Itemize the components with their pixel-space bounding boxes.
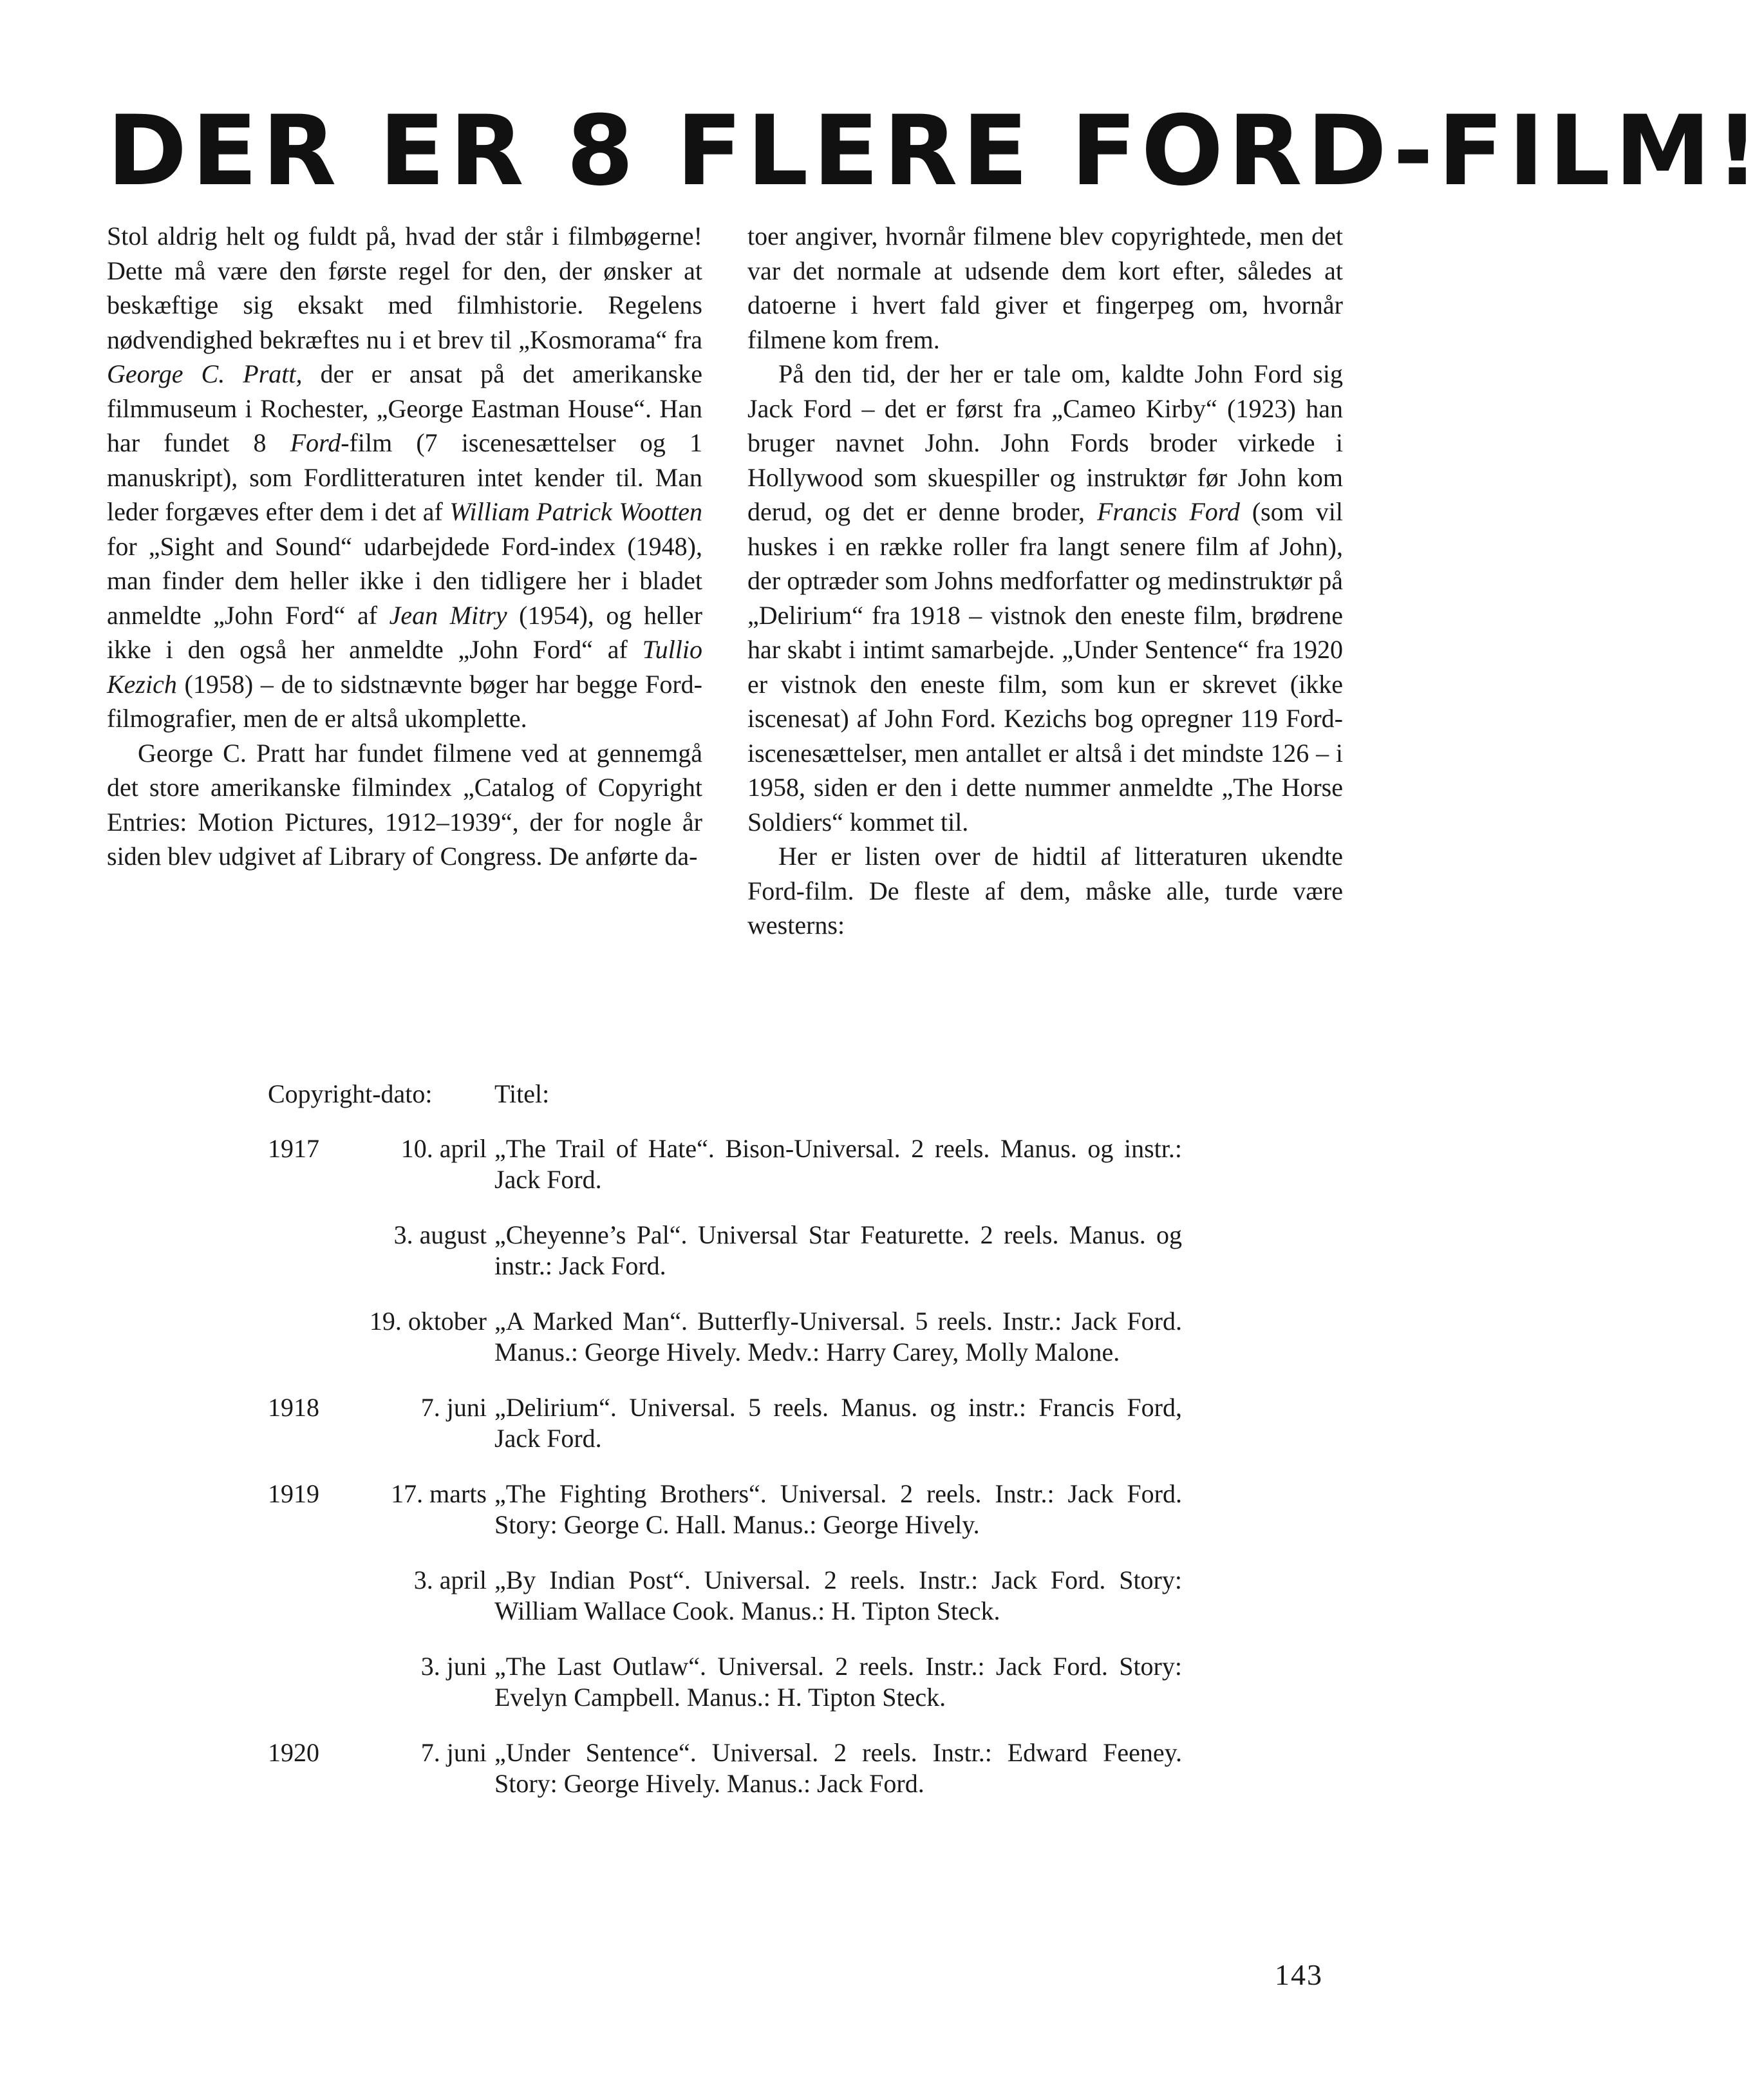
table-header [268,1079,1182,1110]
right-column [747,219,1343,943]
row-text: „The Trail of Hate“. Bison-Universal. 2 reels. Manus. og instr.: Jack Ford. [494,1134,1182,1194]
name-italic: William Patrick Wootten [449,497,702,526]
name-italic: Ford [290,428,341,457]
row-year [268,1220,339,1281]
row-text: „Delirium“. Universal. 5 reels. Manus. og instr.: Francis Ford, Jack Ford. [494,1393,1182,1453]
article-title: DER ER 8 FLERE FORD-FILM! [107,95,1764,207]
row-year: 1920 [268,1738,319,1767]
header-date: Copyright-dato: [268,1079,433,1108]
header-title: Titel: [494,1079,550,1108]
row-date: 7. juni [420,1738,487,1767]
row-text: „The Fighting Brothers“. Universal. 2 reels. Instr.: Jack Ford. Story: George C. Hall. Manus.: George Hively. [494,1479,1182,1539]
table-row [268,1220,1182,1281]
filmography-table [268,1079,1182,1824]
row-year: 1919 [268,1479,319,1508]
name-italic: Francis Ford [1096,497,1240,526]
row-text: „Cheyenne’s Pal“. Universal Star Featurette. 2 reels. Manus. og instr.: Jack Ford. [494,1220,1182,1280]
table-row [268,1479,1182,1540]
paragraph-pratt: George C. Pratt har fundet filmene ved at gennemgå det store amerikanske filmindex „Catalog of Copyright Entries: Motion Pictures, 1912–1939“, der for nogle år siden blev udgivet af Library of Congress. De anførte da- [107,738,702,871]
row-date: 19. oktober [369,1307,487,1336]
table-row [268,1737,1182,1799]
text-run: På den tid, der her er tale om, kaldte John Ford sig Jack Ford – det er først fra „Cameo Kirby“ (1923) han bruger navnet John. John Fords broder virkede i Hollywood som skuespiller og instruktør før John kom derud, og det er denne broder, [747,359,1343,526]
table-row [268,1133,1182,1195]
name-italic: George C. Pratt, [107,359,303,388]
text-run: der er ansat på det amerikanske filmmuseum i Rochester, „George Eastman House“. Han har fundet 8 [107,359,702,457]
row-text: „By Indian Post“. Universal. 2 reels. Instr.: Jack Ford. Story: William Wallace Cook. Manus.: H. Tipton Steck. [494,1565,1182,1625]
row-year [268,1306,339,1368]
row-date: 3. august [393,1220,487,1249]
table-row [268,1306,1182,1368]
text-run: -film (7 iscenesættelser og 1 manuskript), som Fordlitteraturen intet kender til. Man leder forgæves efter dem i det af [107,428,702,526]
text-run: for „Sight and Sound“ udarbejdede Ford-index (1948), man finder dem heller ikke i den tidligere her i bladet anmeldte „John Ford“ af [107,531,702,630]
text-run: (1958) – de to sidstnævnte bøger har begge Ford-filmografier, men de er altså ukomplette. [107,669,702,733]
row-year [268,1651,339,1713]
row-date: 3. juni [420,1652,487,1681]
left-column [107,219,702,943]
row-date: 3. april [413,1565,487,1594]
row-date: 10. april [400,1134,487,1163]
text-run: Stol aldrig helt og fuldt på, hvad der står i filmbøgerne! Dette må være den første regel for den, der ønsker at beskæftige sig eksakt med filmhistorie. Regelens nødvendighed bekræftes nu i et brev til „Kosmorama“ fra [107,222,702,354]
paragraph-intro [107,219,702,736]
name-italic: Jean Mitry [389,600,507,630]
row-date: 17. marts [391,1479,487,1508]
table-row [268,1565,1182,1627]
text-run: (som vil huskes i en række roller fra langt senere film af John), der optræder som Johns medforfatter og medinstruktør på „Delirium“ fra 1918 – vistnok den eneste film, brødrene har skabt i intimt samarbejde. „Under Sentence“ fra 1920 er vistnok den eneste film, som kun er skrevet (ikke iscenesat) af John Ford. Kezichs bog opregner 119 Ford-iscenesættelser, men antallet er altså i det mindste 126 – i 1958, siden er den i dette nummer anmeldte „The Horse Soldiers“ kommet til. [747,497,1344,837]
page-number: 143 [1275,1958,1323,1991]
name-italic: Tullio Kezich [107,635,702,699]
row-year [268,1565,339,1627]
row-text: „The Last Outlaw“. Universal. 2 reels. Instr.: Jack Ford. Story: Evelyn Campbell. Manus.: H. Tipton Steck. [494,1652,1182,1712]
row-date: 7. juni [420,1393,487,1422]
article-body [107,219,1343,943]
paragraph-list-intro: Her er listen over de hidtil af litteraturen ukendte Ford-film. De fleste af dem, måske alle, turde være westerns: [747,842,1343,940]
text-run: (1954), og heller ikke i den også her anmeldte „John Ford“ af [107,600,702,664]
row-year: 1917 [268,1134,319,1163]
row-text: „Under Sentence“. Universal. 2 reels. Instr.: Edward Feeney. Story: George Hively. Manus.: Jack Ford. [494,1738,1182,1798]
row-year: 1918 [268,1393,319,1422]
table-row [268,1392,1182,1454]
paragraph-dates: toer angiver, hvornår filmene blev copyrightede, men det var det normale at udsende dem kort efter, således at datoerne i hvert fald giver et fingerpeg om, hvornår filmene kom frem. [747,222,1343,354]
paragraph-brothers [747,357,1343,839]
row-text: „A Marked Man“. Butterfly-Universal. 5 reels. Instr.: Jack Ford. Manus.: George Hively. Medv.: Harry Carey, Molly Malone. [494,1307,1182,1366]
table-row [268,1651,1182,1713]
